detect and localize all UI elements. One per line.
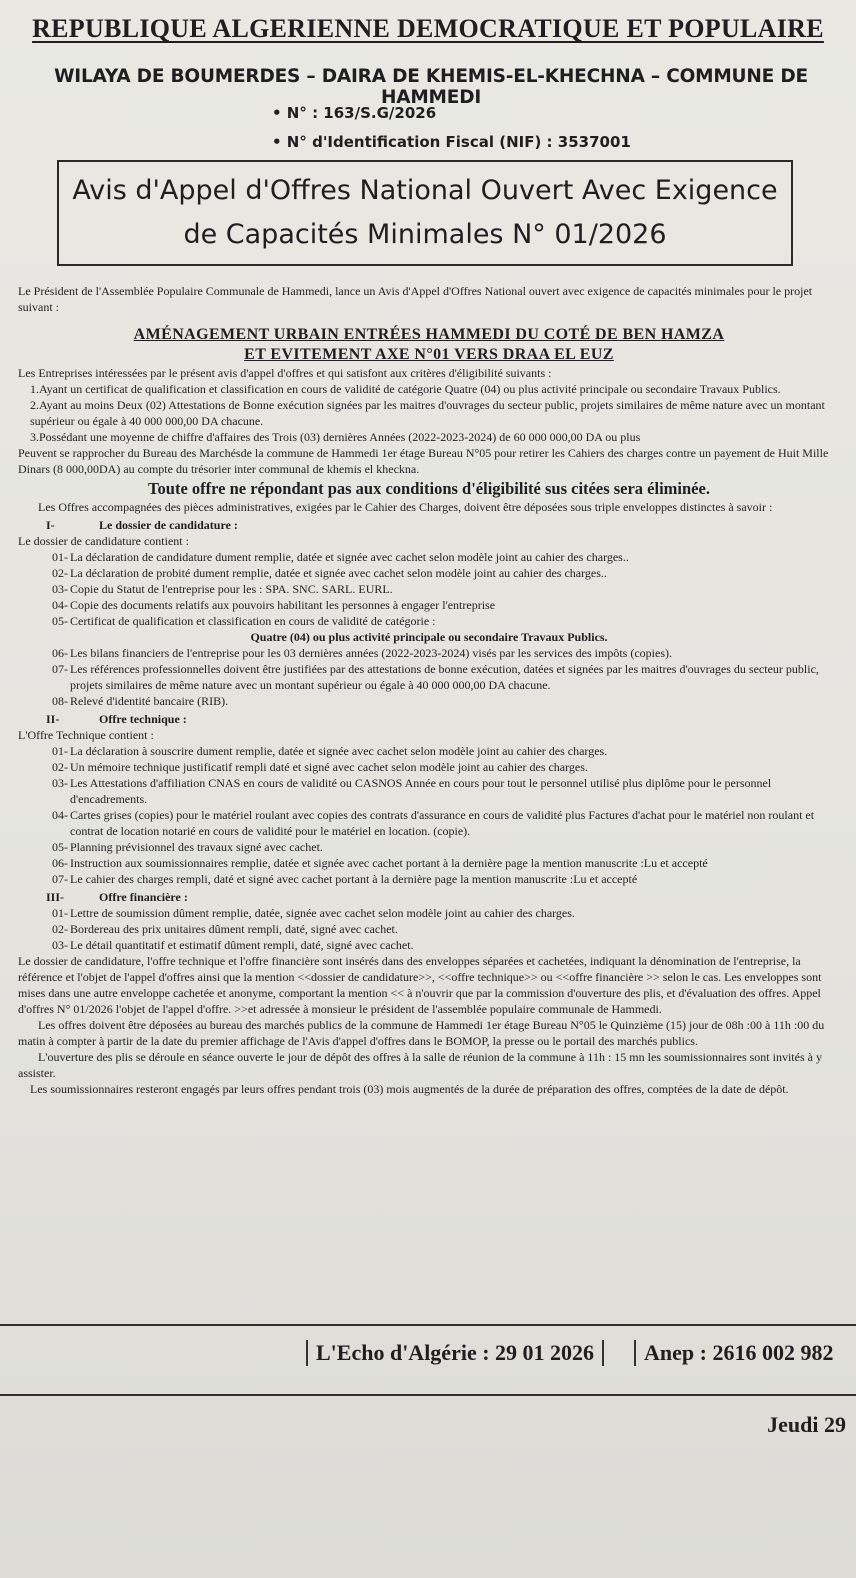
list-item [18, 661, 840, 693]
item-number: 02- [52, 566, 68, 580]
list-item [18, 693, 840, 709]
list-item [18, 839, 840, 855]
list-item [18, 921, 840, 937]
item-text: Bordereau des prix unitaires dûment rempli, daté, signé avec cachet. [70, 922, 398, 936]
republic-header: REPUBLIQUE ALGERIENNE DEMOCRATIQUE ET POPULAIRE [32, 14, 824, 43]
item-text: Cartes grises (copies) pour le matériel roulant avec copies des contrats d'assurance en cours de validité plus Factures d'achat pour le matériel non roulant et contrat de location notarié en cours de validité pour le matériel en location. (copie). [70, 808, 815, 838]
notice-title-line1: Avis d'Appel d'Offres National Ouvert Avec Exigence [72, 175, 778, 206]
item-text: Les Attestations d'affiliation CNAS en cours de validité ou CASNOS Année en cours pour tout le personnel utilisé plus diplôme pour le personnel d'encadrements. [70, 776, 772, 806]
section-3-number: III- [46, 890, 65, 904]
list-item [18, 937, 840, 953]
item-text: Un mémoire technique justificatif rempli daté et signé avec cachet selon modèle joint au cahier des charges. [70, 760, 588, 774]
item-number: 04- [52, 598, 68, 612]
item-text: Planning prévisionnel des travaux signé avec cachet. [70, 840, 323, 854]
eligibility-criterion-3: 3.Possédant une moyenne de chiffre d'affaires des Trois (03) dernières Années (2022-2023-2024) de 60 000 000,00 DA ou plus [30, 430, 641, 444]
item-number: 03- [52, 776, 68, 790]
closing-paragraph-1: Le dossier de candidature, l'offre technique et l'offre financière sont insérés dans des enveloppes séparées et cachetées, indiquant la dénomination de l'entreprise, la référence et l'objet de l'appel d'offres ainsi que la mention <<dossier de candidature>>, <<offre technique>> ou <<offre financière >> selon le cas. Les enveloppes sont mises dans une autre enveloppe cachetée et anonyme, comportant la mention << à n'ouvrir que par la commission d'ouverture des plis, et d'évaluation des offres. Appel d'offres N° 01/2026 l'objet de l'appel d'offre. >>et adressée à monsieur le président de l'assemblée populaire communale de Hammedi. [18, 954, 822, 1016]
item-text: La déclaration de probité dument remplie, datée et signée avec cachet selon modèle joint au cahier des charges.. [70, 566, 607, 580]
item-number: 01- [52, 906, 68, 920]
notice-title-box [57, 160, 793, 266]
list-item [18, 905, 840, 921]
section-1-heading [46, 517, 840, 533]
item-number: 07- [52, 662, 68, 676]
item-number: 05- [52, 840, 68, 854]
item-text: Copie des documents relatifs aux pouvoirs habilitant les personnes à engager l'entreprise [70, 598, 496, 612]
list-item [18, 581, 840, 597]
item-text: Les références professionnelles doivent être justifiées par des attestations de bonne exécution, datées et signées par les maitres d'ouvrages du secteur public, projets similaires de même nature avec un montant supérieur ou égale à 40 000 000,00 DA chacune. [70, 662, 819, 692]
section-2-list [18, 743, 840, 887]
wilaya-header: WILAYA DE BOUMERDES – DAIRA DE KHEMIS-EL-KHECHNA – COMMUNE DE HAMMEDI [54, 66, 808, 108]
reference-number: • N° : 163/S.G/2026 [272, 104, 437, 122]
item-number: 03- [52, 938, 68, 952]
section-2-title: Offre technique : [99, 712, 187, 726]
item-text: Lettre de soumission dûment remplie, datée, signée avec cachet selon modèle joint au cahier des charges. [70, 906, 575, 920]
category-requirement: Quatre (04) ou plus activité principale ou secondaire Travaux Publics. [250, 630, 608, 644]
item-text: La déclaration à souscrire dument remplie, datée et signée avec cachet selon modèle joint au cahier des charges. [70, 744, 608, 758]
item-number: 01- [52, 744, 68, 758]
section-1-intro: Le dossier de candidature contient : [18, 534, 189, 548]
project-title-line2: ET EVITEMENT AXE N°01 VERS DRAA EL EUZ [244, 346, 614, 363]
item-number: 04- [52, 808, 68, 822]
list-item [18, 565, 840, 581]
project-title-line1: AMÉNAGEMENT URBAIN ENTRÉES HAMMEDI DU COTÉ DE BEN HAMZA [133, 326, 725, 343]
list-item [18, 549, 840, 565]
item-text: Le cahier des charges rempli, daté et signé avec cachet portant à la dernière page la mention manuscrite :Lu et accepté [70, 872, 638, 886]
project-title [18, 325, 840, 365]
item-text: Certificat de qualification et classification en cours de validité de catégorie : [70, 614, 436, 628]
item-number: 01- [52, 550, 68, 564]
list-item [18, 855, 840, 871]
closing-paragraph-4: Les soumissionnaires resteront engagés par leurs offres pendant trois (03) mois augmentés de la durée de préparation des offres, comptées de la date de dépôt. [30, 1082, 789, 1096]
item-number: 08- [52, 694, 68, 708]
item-number: 07- [52, 872, 68, 886]
eligibility-criterion-1: 1.Ayant un certificat de qualification et classification en cours de validité de catégorie Quatre (04) ou plus activité principale ou secondaire Travaux Publics. [30, 382, 781, 396]
item-text: Les bilans financiers de l'entreprise pour les 03 dernières années (2022-2023-2024) visés par les services des impôts (copies). [70, 646, 672, 660]
list-item [18, 759, 840, 775]
item-text: Instruction aux soumissionnaires remplie, datée et signée avec cachet portant à la dernière page la mention manuscrite :Lu et accepté [70, 856, 708, 870]
fiscal-id: • N° d'Identification Fiscal (NIF) : 3537001 [272, 133, 631, 151]
section-3-list [18, 905, 840, 953]
item-number: 06- [52, 646, 68, 660]
publication-echo: L'Echo d'Algérie : 29 01 2026 [306, 1340, 604, 1366]
item-text: Relevé d'identité bancaire (RIB). [70, 694, 229, 708]
eligibility-lead: Les Entreprises intéressées par le présent avis d'appel d'offres et qui satisfont aux critères d'éligibilité suivants : [18, 366, 552, 380]
list-item [18, 645, 840, 661]
offres-paragraph: Les Offres accompagnées des pièces administratives, exigées par le Cahier des Charges, doivent être déposées sous triple enveloppes distinctes à savoir : [38, 500, 773, 514]
item-text: Copie du Statut de l'entreprise pour les : SPA. SNC. SARL. EURL. [70, 582, 393, 596]
page-date: Jeudi 29 [767, 1412, 846, 1437]
section-2-number: II- [46, 712, 60, 726]
closing-paragraph-2: Les offres doivent être déposées au bureau des marchés publics de la commune de Hammedi 1er étage Bureau N°05 le Quinzième (15) jour de 08h :00 à 11h :00 du matin à compter à partir de la date du premier affichage de l'Avis d'appel d'offres dans le BOMOP, la presse ou le portail des marchés publics. [18, 1018, 825, 1048]
section-1-list [18, 549, 840, 709]
section-2-heading [46, 711, 840, 727]
list-item [18, 775, 840, 807]
list-item [18, 597, 840, 613]
notice-title-line2: de Capacités Minimales N° 01/2026 [183, 219, 667, 250]
item-number: 05- [52, 614, 68, 628]
list-item [18, 743, 840, 759]
section-1-number: I- [46, 518, 55, 532]
anep-reference: Anep : 2616 002 982 [634, 1340, 833, 1366]
item-text: Le détail quantitatif et estimatif dûment rempli, daté, signé avec cachet. [70, 938, 414, 952]
footer-rule-top [0, 1324, 856, 1326]
footer-rule-bottom [0, 1394, 856, 1396]
item-text: La déclaration de candidature dument remplie, datée et signée avec cachet selon modèle joint au cahier des charges.. [70, 550, 629, 564]
section-3-heading [46, 889, 840, 905]
section-2-intro: L'Offre Technique contient : [18, 728, 154, 742]
retrait-paragraph: Peuvent se rapprocher du Bureau des Marchésde la commune de Hammedi 1er étage Bureau N°05 pour retirer les Cahiers des charges contre un payement de Huit Mille Dinars (8 000,00DA) au compte du trésorier inter communal de khemis el kheckna. [18, 446, 829, 476]
list-item [18, 871, 840, 887]
list-item [18, 613, 840, 629]
item-number: 02- [52, 760, 68, 774]
elimination-warning: Toute offre ne répondant pas aux conditions d'éligibilité sus citées sera éliminée. [148, 479, 710, 498]
section-3-title: Offre financière : [99, 890, 188, 904]
item-number: 03- [52, 582, 68, 596]
section-1-title: Le dossier de candidature : [99, 518, 238, 532]
notice-body [18, 283, 840, 1097]
list-item [18, 807, 840, 839]
closing-paragraph-3: L'ouverture des plis se déroule en séance ouverte le jour de dépôt des offres à la salle de réunion de la commune à 11h : 15 mn les soumissionnaires sont invités à y assister. [18, 1050, 822, 1080]
item-number: 02- [52, 922, 68, 936]
eligibility-criterion-2: 2.Ayant au moins Deux (02) Attestations de Bonne exécution signées par les maitres d'ouvrages du secteur public, projets similaires de même nature avec un montant supérieur ou égale à 40 000 000,00 DA chacune. [30, 398, 825, 428]
item-number: 06- [52, 856, 68, 870]
intro-paragraph: Le Président de l'Assemblée Populaire Communale de Hammedi, lance un Avis d'Appel d'Offres National ouvert avec exigence de capacités minimales pour le projet suivant : [18, 284, 813, 314]
